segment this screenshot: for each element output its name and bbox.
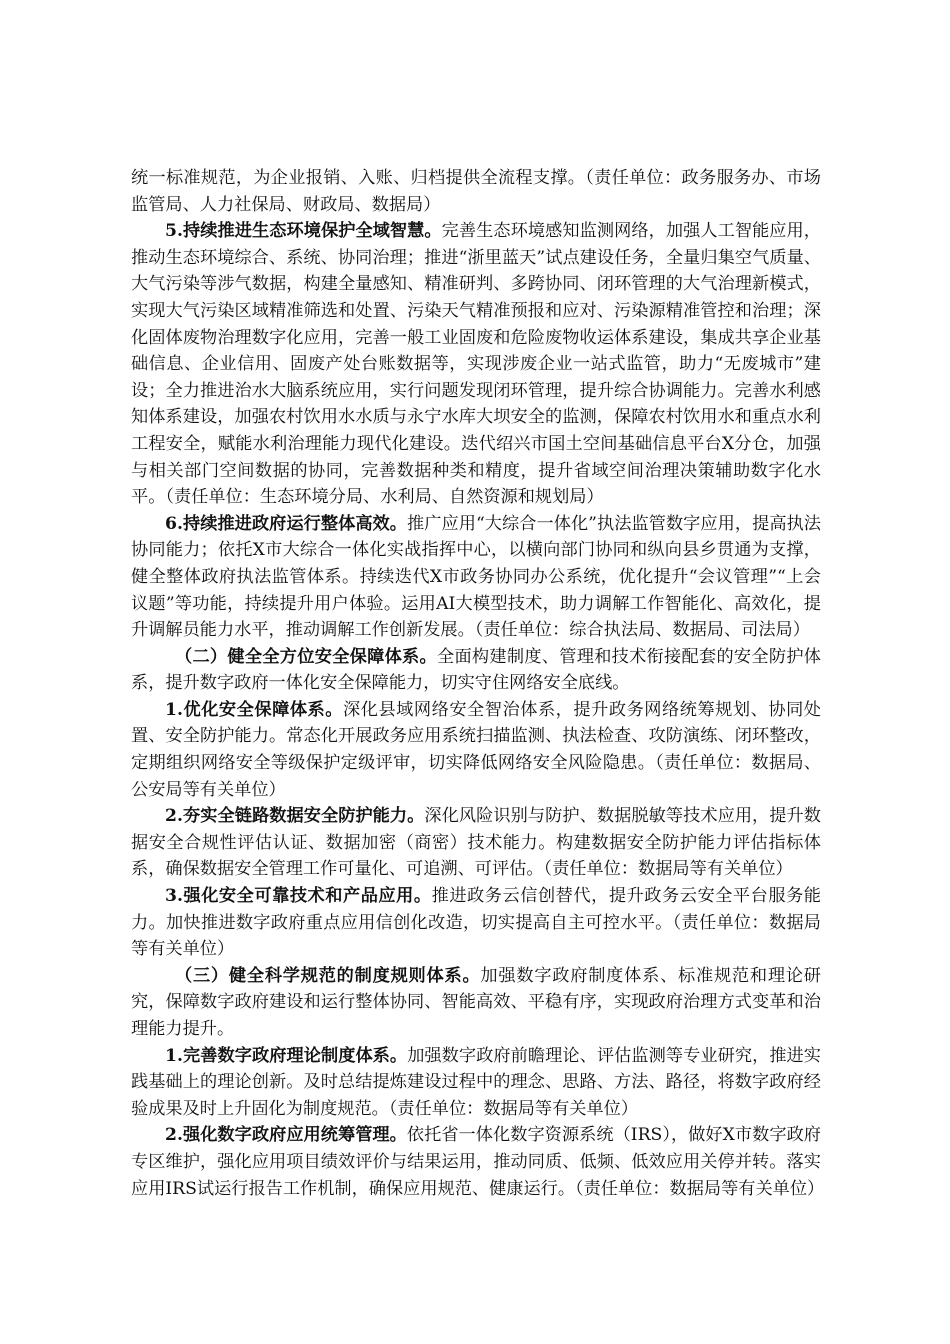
document-page: [131, 165, 825, 1202]
paragraph-1: [131, 165, 821, 218]
paragraph-text: 加强数字政府前瞻理论、评估监测等专业研究，推进实践基础上的理论创新。及时总结提炼建设过程中的理念、思路、方法、路径，将数字政府经验成果及时上升固化为制度规范。（责任单位：数据局等有关单位）: [131, 1045, 821, 1119]
paragraph-heading: 2.夯实全链路数据安全防护能力。: [165, 806, 425, 827]
paragraph-9: [131, 1043, 821, 1123]
paragraph-heading: （二）健全全方位安全保障体系。: [175, 646, 437, 667]
paragraph-6: [131, 803, 821, 883]
paragraph-text: 加强数字政府制度体系、标准规范和理论研究，保障数字政府建设和运行整体协同、智能高效、平稳有序，实现政府治理方式变革和治理能力提升。: [131, 965, 821, 1039]
paragraph-heading: 2.强化数字政府应用统筹管理。: [165, 1125, 407, 1146]
paragraph-8: [131, 963, 821, 1043]
paragraph-7: [131, 883, 821, 963]
paragraph-text: 全面构建制度、管理和技术衔接配套的安全防护体系，提升数字政府一体化安全保障能力，切实守住网络安全底线。: [131, 646, 821, 694]
paragraph-heading: 3.强化安全可靠技术和产品应用。: [165, 886, 432, 907]
paragraph-text: 完善生态环境感知监测网络，加强人工智能应用，推动生态环境综合、系统、协同治理；推进“浙里蓝天”试点建设任务，全量归集空气质量、大气污染等涉气数据，构建全量感知、精准研判、多跨协同、闭环管理的大气治理新模式，实现大气污染区域精准筛选和处置、污染天气精准预报和应对、污染源精准管控和治理；深化固体废物治理数字化应用，完善一般工业固废和危险废物收运体系建设，集成共享企业基础信息、企业信用、固废产处台账数据等，实现涉废企业一站式监管，助力“无废城市”建设；全力推进治水大脑系统应用，实行问题发现闭环管理，提升综合协调能力。完善水利感知体系建设，加强农村饮用水水质与永宁水库大坝安全的监测，保障农村饮用水和重点水利工程安全，赋能水利治理能力现代化建设。迭代绍兴市国土空间基础信息平台X分仓，加强与相关部门空间数据的协同，完善数据种类和精度，提升省域空间治理决策辅助数字化水平。（责任单位：生态环境分局、水利局、自然资源和规划局）: [131, 221, 821, 508]
paragraph-5: [131, 697, 821, 803]
paragraph-text: 推进政务云信创替代，提升政务云安全平台服务能力。加快推进数字政府重点应用信创化改造，切实提高自主可控水平。（责任单位：数据局等有关单位）: [131, 886, 821, 960]
paragraph-text: 依托省一体化数字资源系统（IRS），做好X市数字政府专区维护，强化应用项目绩效评价与结果运用，推动同质、低频、低效应用关停并转。落实应用IRS试运行报告工作机制，确保应用规范、健康运行。（责任单位：数据局等有关单位）: [131, 1125, 825, 1199]
paragraph-heading: 1.优化安全保障体系。: [165, 699, 343, 720]
paragraph-heading: 6.持续推进政府运行整体高效。: [165, 513, 408, 534]
paragraph-text: 统一标准规范，为企业报销、入账、归档提供全流程支撑。（责任单位：政务服务办、市场监管局、人力社保局、财政局、数据局）: [131, 168, 821, 215]
paragraph-heading: 5.持续推进生态环境保护全域智慧。: [165, 221, 442, 242]
paragraph-heading: 1.完善数字政府理论制度体系。: [165, 1045, 408, 1066]
paragraph-3: [131, 511, 821, 644]
paragraph-text: 推广应用“大综合一体化”执法监管数字应用，提高执法协同能力；依托X市大综合一体化实战指挥中心，以横向部门协同和纵向县乡贯通为支撑，健全整体政府执法监管体系。持续迭代X市政务协同办公系统，优化提升“会议管理”“上会议题”等功能，持续提升用户体验。运用AI大模型技术，助力调解工作智能化、高效化，提升调解员能力水平，推动调解工作创新发展。（责任单位：综合执法局、数据局、司法局）: [131, 513, 821, 641]
paragraph-text: 深化县域网络安全智治体系，提升政务网络统筹规划、协同处置、安全防护能力。常态化开展政务应用系统扫描监测、执法检查、攻防演练、闭环整改，定期组织网络安全等级保护定级评审，切实降低网络安全风险隐患。（责任单位：数据局、公安局等有关单位）: [131, 699, 821, 800]
paragraph-heading: （三）健全科学规范的制度规则体系。: [175, 965, 481, 986]
paragraph-2: [131, 218, 821, 511]
paragraph-10: [131, 1122, 825, 1202]
paragraph-text: 深化风险识别与防护、数据脱敏等技术应用，提升数据安全合规性评估认证、数据加密（商密）技术能力。构建数据安全防护能力评估指标体系，确保数据安全管理工作可量化、可追溯、可评估。（责任单位：数据局等有关单位）: [131, 806, 821, 880]
paragraph-4: [131, 644, 821, 697]
